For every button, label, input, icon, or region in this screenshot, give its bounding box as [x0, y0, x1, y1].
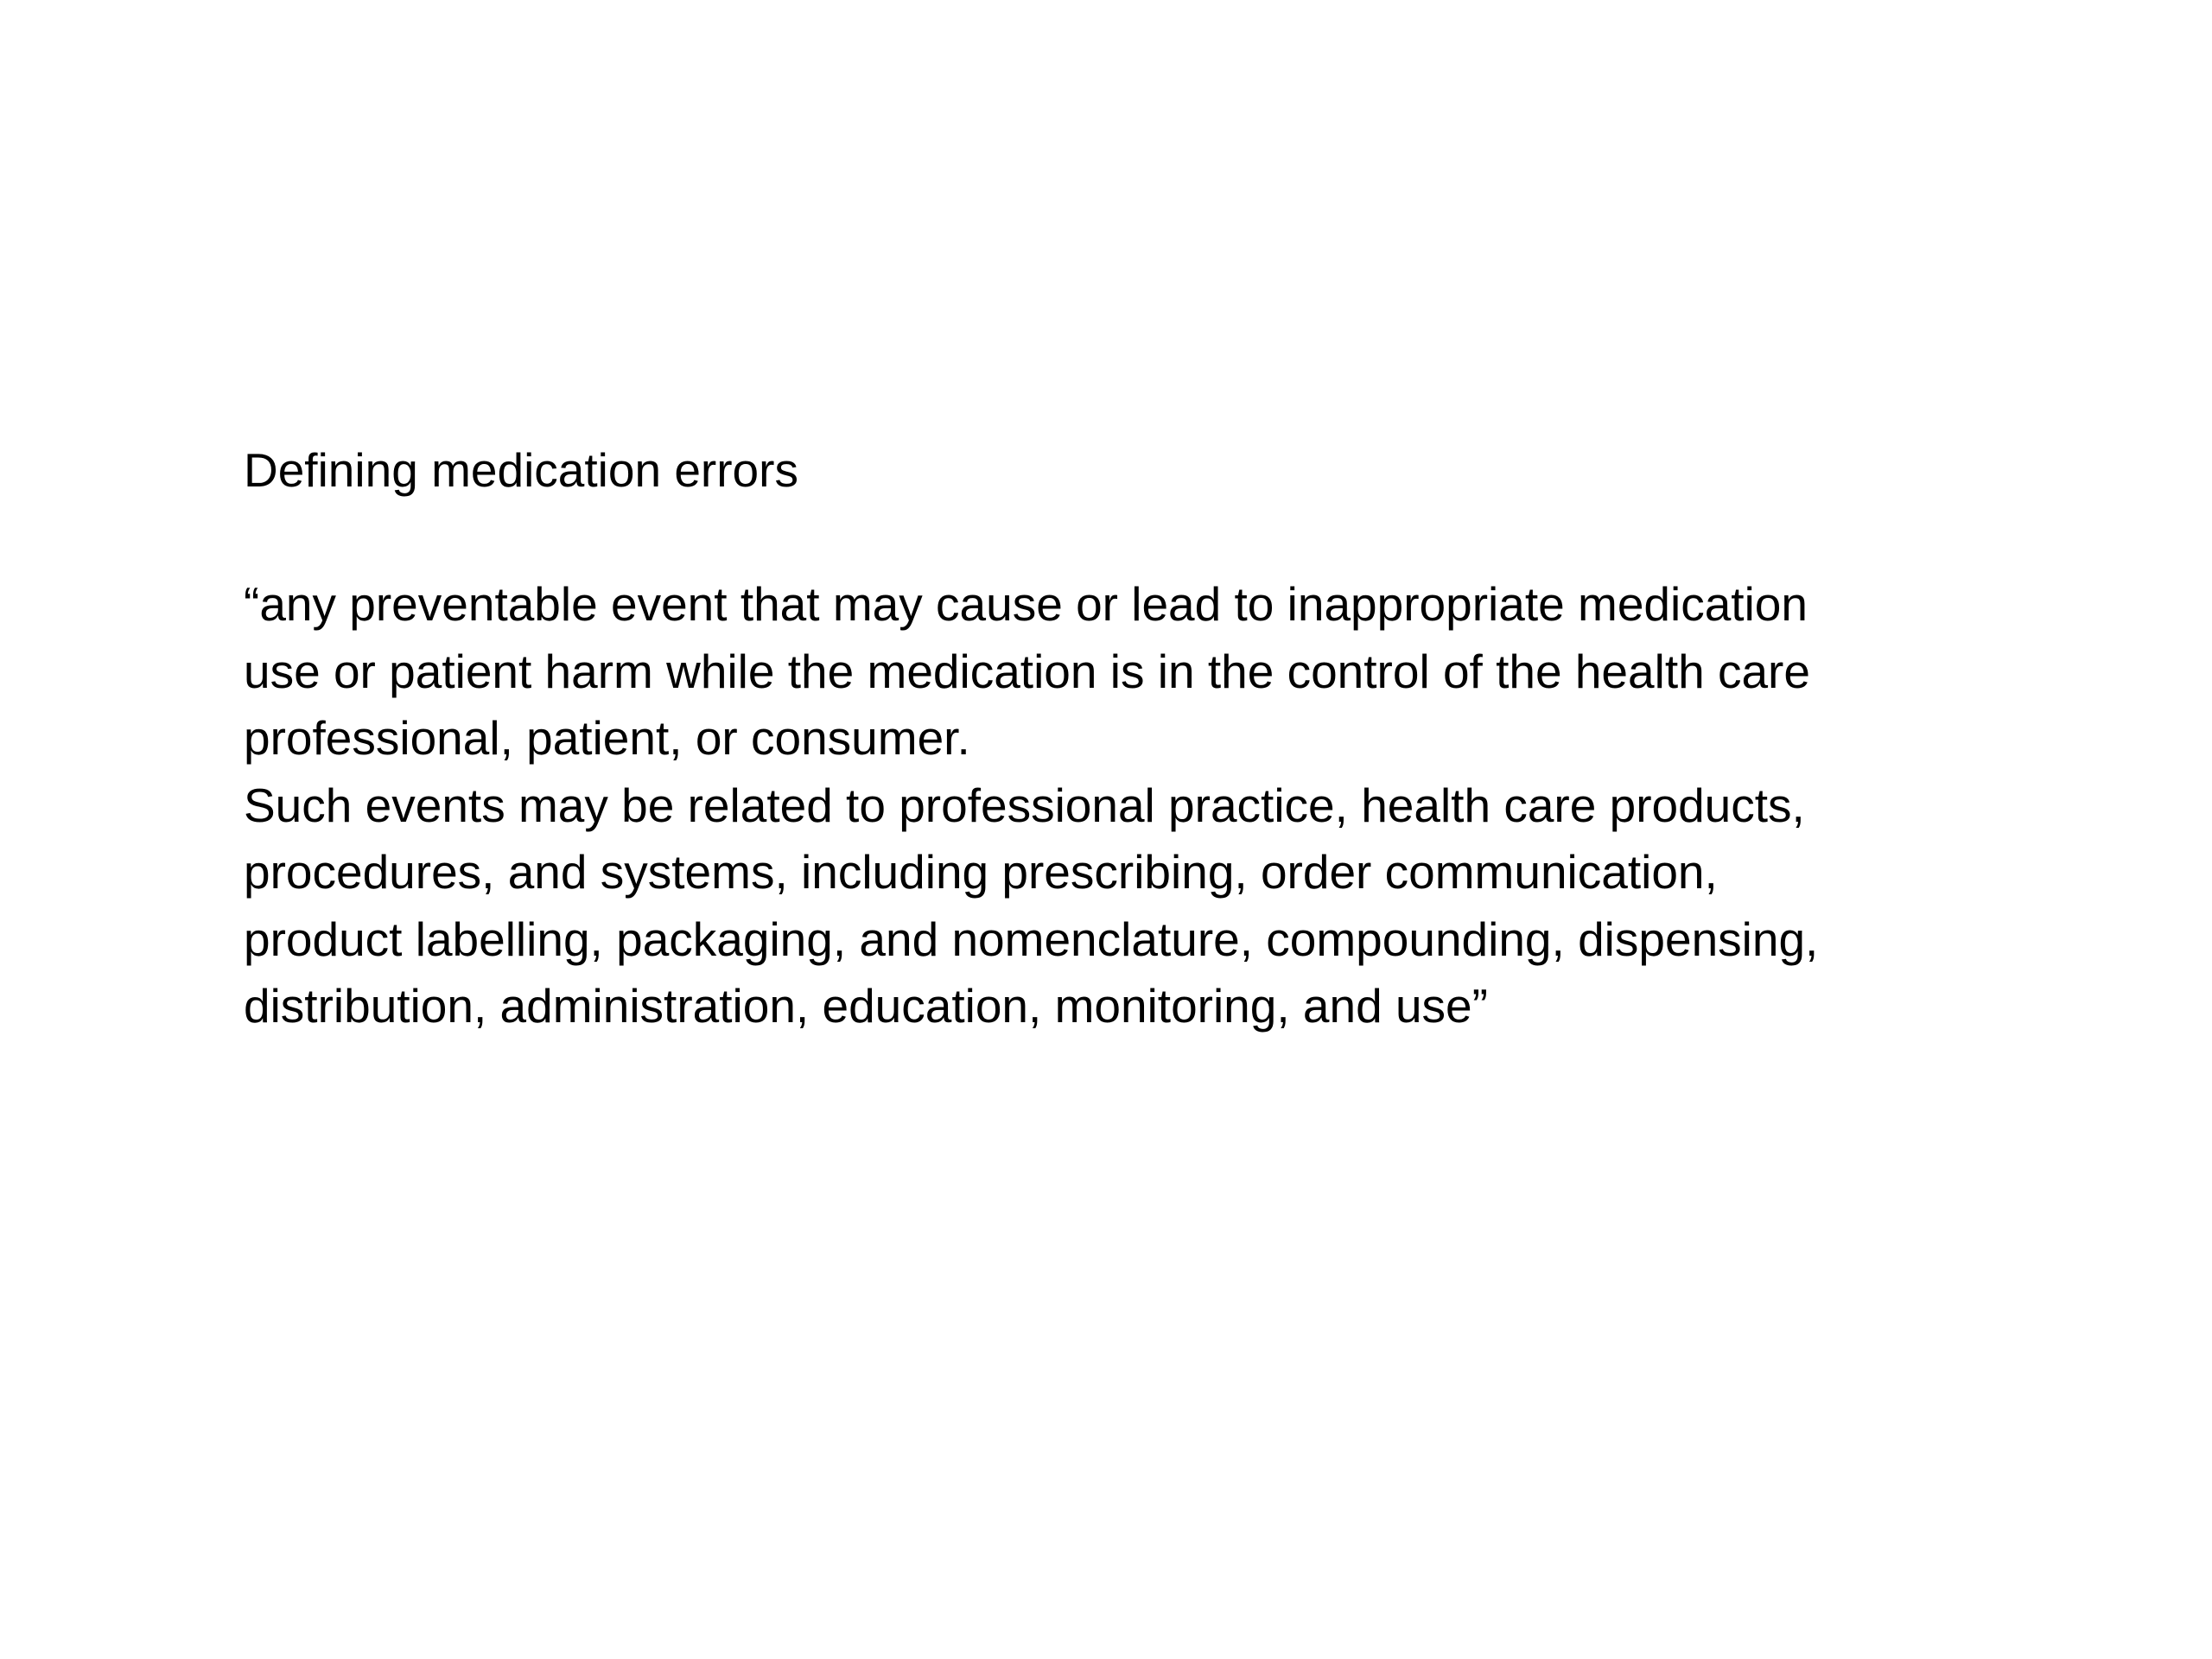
- quote-line: Such events may be related to professional practice, health care products,: [244, 778, 1805, 832]
- quote-line: professional, patient, or consumer.: [244, 711, 970, 765]
- slide-title: Defining medication errors: [244, 443, 798, 497]
- quote-line: product labelling, packaging, and nomenclature, compounding, dispensing,: [244, 912, 1819, 966]
- blank-line: [244, 505, 2006, 572]
- quote-line: distribution, administration, education, monitoring, and use”: [244, 979, 1488, 1033]
- slide-body: [244, 437, 2006, 1040]
- definition-quote: [244, 571, 2006, 1040]
- quote-line: procedures, and systems, including prescribing, order communication,: [244, 845, 1718, 899]
- quote-line: use or patient harm while the medication is in the control of the health care: [244, 644, 1810, 698]
- quote-line: “any preventable event that may cause or lead to inappropriate medication: [244, 577, 1808, 631]
